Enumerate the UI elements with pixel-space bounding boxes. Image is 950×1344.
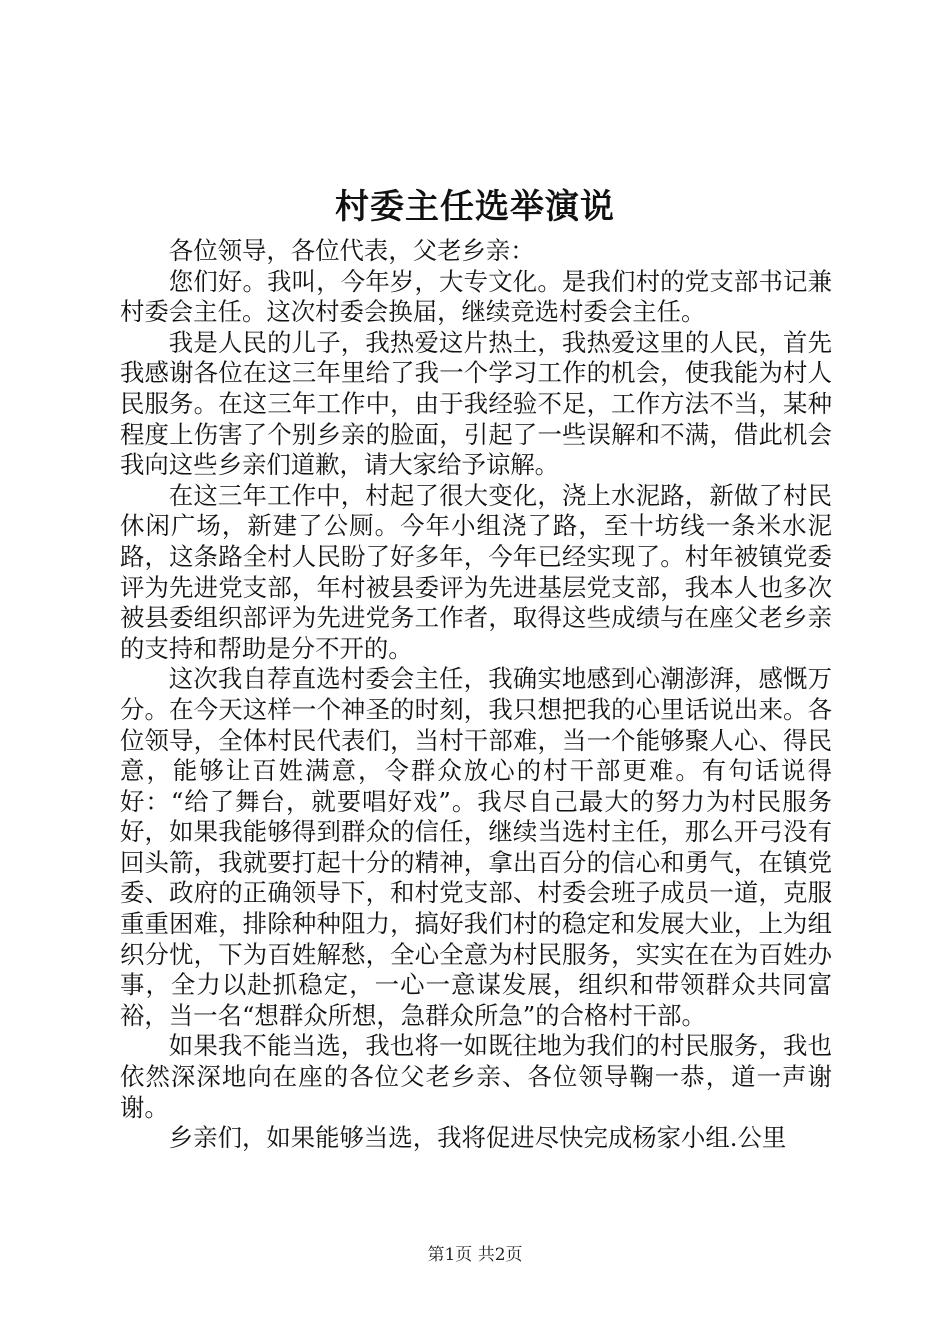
paragraph-pledge: 这次我自荐直选村委会主任，我确实地感到心潮澎湃，感慨万分。在今天这样一个神圣的时刻，我只想把我的心里话说出来。各位领导，全体村民代表们，当村干部难，当一个能够聚人心、得民意，能够让百姓满意，令群众放心的村干部更难。有句话说得好：“给了舞台，就要唱好戏”。我尽自己最大的努力为村民服务好，如果我能够得到群众的信任，继续当选村主任，那么开弓没有回头箭，我就要打起十分的精神，拿出百分的信心和勇气，在镇党委、政府的正确领导下，和村党支部、村委会班子成员一道，克服重重困难，排除种种阻力，搞好我们村的稳定和发展大业，上为组织分忧，下为百姓解愁，全心全意为村民服务，实实在在为百姓办事，全力以赴抓稳定，一心一意谋发展，组织和带领群众共同富裕，当一名“想群众所想，急群众所急”的合格村干部。: [120, 664, 832, 1030]
paragraph-if-not-elected: 如果我不能当选，我也将一如既往地为我们的村民服务，我也依然深深地向在座的各位父老乡亲、各位领导鞠一恭，道一声谢谢。: [120, 1031, 832, 1122]
paragraph-achievements: 在这三年工作中，村起了很大变化，浇上水泥路，新做了村民休闲广场，新建了公厕。今年小组浇了路，至十坊线一条米水泥路，这条路全村人民盼了好多年，今年已经实现了。村年被镇党委评为先进党支部，年村被县委评为先进基层党支部，我本人也多次被县委组织部评为先进党务工作者，取得这些成绩与在座父老乡亲的支持和帮助是分不开的。: [120, 480, 832, 663]
paragraph-introduction: 您们好。我叫，今年岁，大专文化。是我们村的党支部书记兼村委会主任。这次村委会换届，继续竞选村委会主任。: [120, 266, 832, 327]
document-title: 村委主任选举演说: [335, 187, 615, 227]
page-indicator: 第1页 共2页: [427, 1245, 523, 1265]
paragraph-if-elected: 乡亲们，如果能够当选，我将促进尽快完成杨家小组.公里: [168, 1123, 787, 1153]
paragraph-salutation: 各位领导，各位代表，父老乡亲：: [168, 236, 535, 265]
document-body: [120, 236, 832, 1154]
paragraph-gratitude-apology: 我是人民的儿子，我热爱这片热土，我热爱这里的人民，首先我感谢各位在这三年里给了我一个学习工作的机会，使我能为村人民服务。在这三年工作中，由于我经验不足，工作方法不当，某种程度上伤害了个别乡亲的脸面，引起了一些误解和不满，借此机会我向这些乡亲们道歉，请大家给予谅解。: [120, 327, 832, 480]
